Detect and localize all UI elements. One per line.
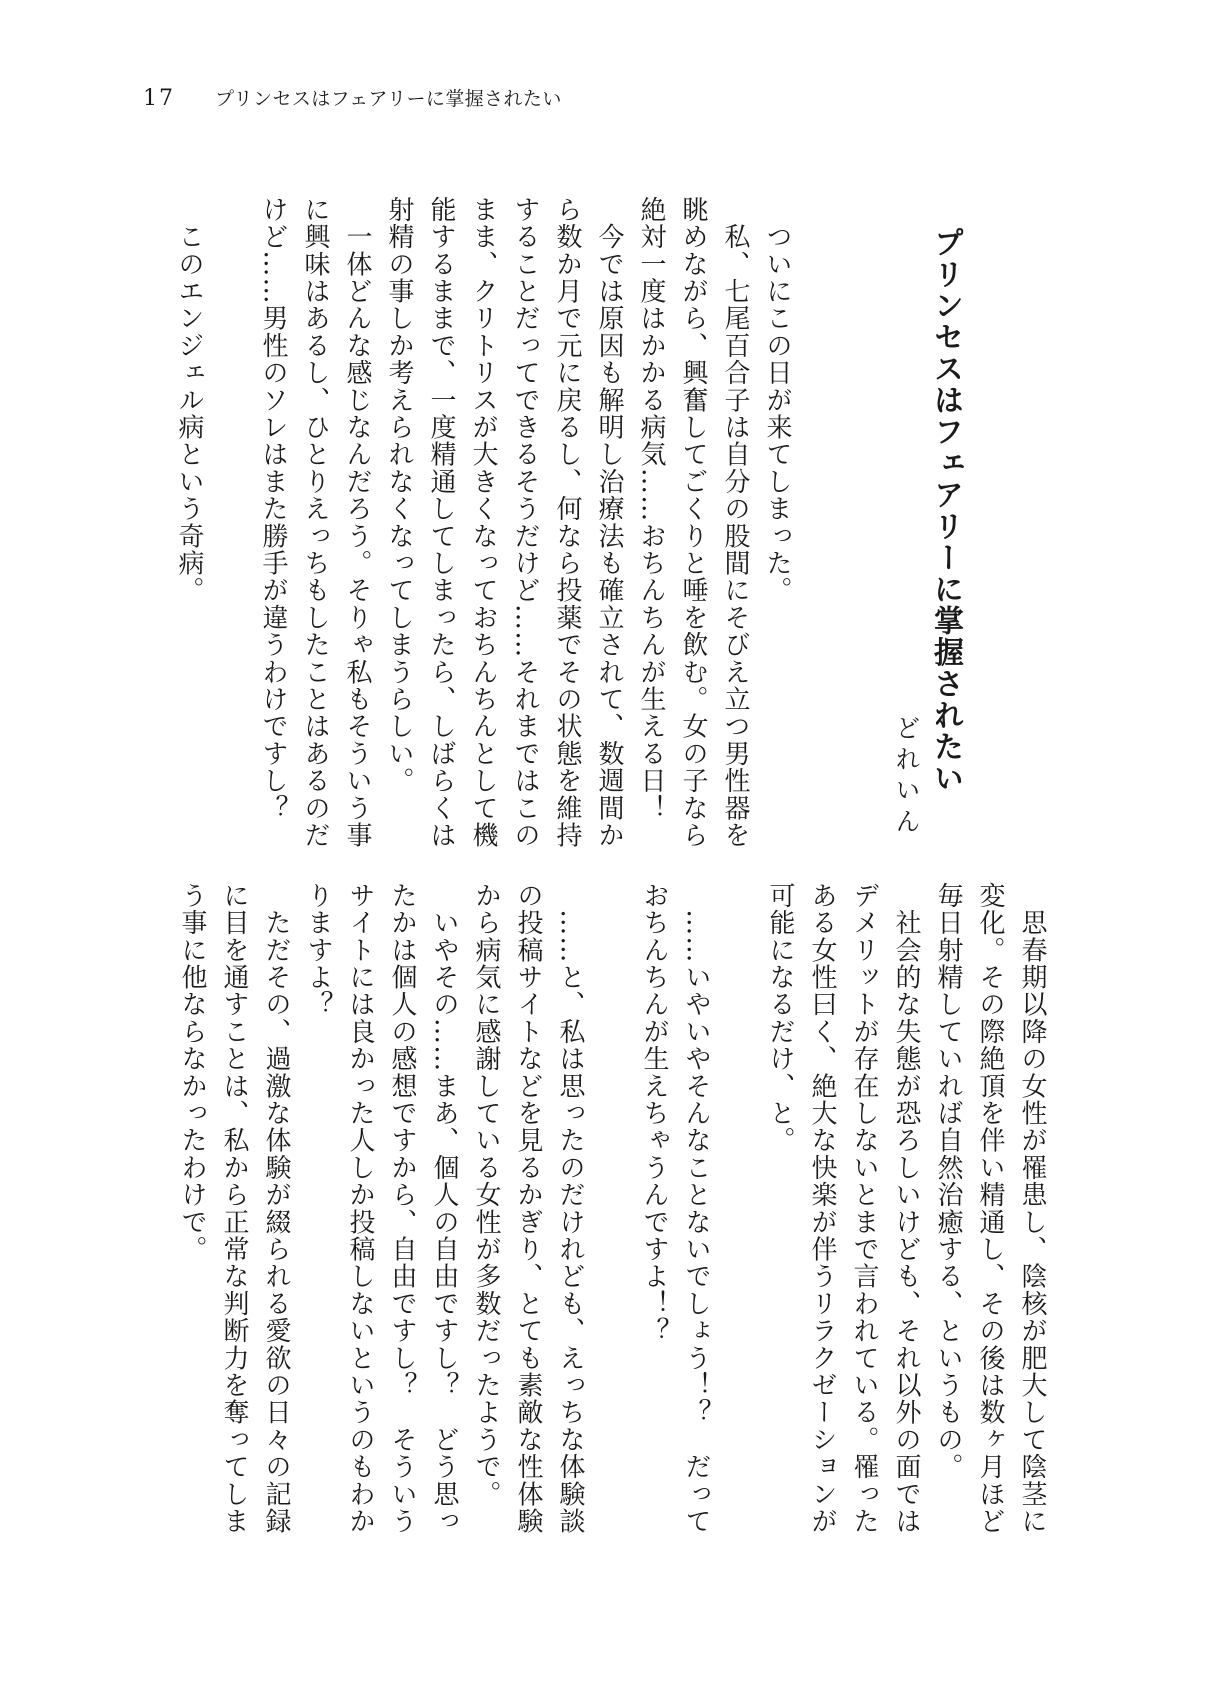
text-column: う事に他ならなかったわけで。 — [177, 882, 207, 1263]
text-column: に興味はあるし、ひとりえっちもしたことはあるのだ — [300, 196, 330, 849]
running-header — [143, 84, 562, 111]
text-column: 可能になるだけ、と。 — [765, 882, 795, 1154]
text-column: することだってできるそうだけど……それまではこの — [510, 196, 540, 849]
text-column: 思春期以降の女性が罹患し、陰核が肥大して陰茎に — [1017, 882, 1047, 1535]
text-column: 毎日射精していれば自然治癒する、というもの。 — [933, 882, 963, 1481]
text-column: このエンジェル病という奇病。 — [174, 196, 204, 604]
text-column: ……いやいやそんなことないでしょう！？ だって — [681, 882, 711, 1535]
text-column: 一体どんな感じなんだろう。そりゃ私もそういう事 — [342, 196, 372, 849]
lower-text-block — [171, 882, 1053, 1544]
text-column: 眺めながら、興奮してごくりと唾を飲む。女の子なら — [678, 196, 708, 849]
text-column: の投稿サイトなどを見るかぎり、とても素敵な性体験 — [513, 882, 543, 1535]
chapter-title-block — [888, 227, 966, 887]
text-column: 社会的な失態が恐ろしいけども、それ以外の面では — [891, 882, 921, 1535]
text-column: 能するままで、一度精通してしまったら、しばらくは — [426, 196, 456, 849]
chapter-title: プリンセスはフェアリーに掌握されたい — [928, 227, 963, 794]
text-column: けど……男性のソレはまた勝手が違うわけですし？ — [258, 196, 288, 822]
text-column: たかは個人の感想ですから、自由ですし？ そういう — [387, 882, 417, 1535]
text-column: から病気に感謝している女性が多数だったようで。 — [471, 882, 501, 1508]
page-number: 17 — [143, 86, 175, 111]
running-title: プリンセスはフェアリーに掌握されたい — [215, 88, 562, 110]
text-column: 私、七尾百合子は自分の股間にそびえ立つ男性器を — [720, 196, 750, 849]
text-column: まま、クリトリスが大きくなっておちんちんとして機 — [468, 196, 498, 849]
text-column: 絶対一度はかかる病気……おちんちんが生える日！ — [636, 196, 666, 822]
text-column: りますよ？ — [303, 882, 333, 1018]
text-column: おちんちんが生えちゃうんですよ！？ — [639, 882, 669, 1345]
text-column: ら数か月で元に戻るし、何なら投薬でその状態を維持 — [552, 196, 582, 849]
text-column: サイトには良かった人しか投稿しないというのもわか — [345, 882, 375, 1535]
text-column: ただその、過激な体験が綴られる愛欲の日々の記録 — [261, 882, 291, 1535]
upper-text-block — [168, 196, 798, 848]
text-column: 変化。その際絶頂を伴い精通し、その後は数ヶ月ほど — [975, 882, 1005, 1535]
text-column: いやその……まあ、個人の自由ですし？ どう思っ — [429, 882, 459, 1535]
text-column: ……と、私は思ったのだけれども、えっちな体験談 — [555, 882, 585, 1535]
text-column: 今では原因も解明し治療法も確立されて、数週間か — [594, 196, 624, 849]
blank-column — [717, 882, 759, 1544]
text-column: デメリットが存在しないとまで言われている。罹った — [849, 882, 879, 1535]
text-column: ある女性曰く、絶大な快楽が伴うリラクゼーションが — [807, 882, 837, 1535]
text-column: ついにこの日が来てしまった。 — [762, 196, 792, 604]
chapter-author: どれいん — [892, 715, 921, 839]
blank-column — [591, 882, 633, 1544]
text-column: 射精の事しか考えられなくなってしまうらしい。 — [384, 196, 414, 795]
text-column: に目を通すことは、私から正常な判断力を奪ってしま — [219, 882, 249, 1535]
blank-column — [210, 196, 252, 848]
